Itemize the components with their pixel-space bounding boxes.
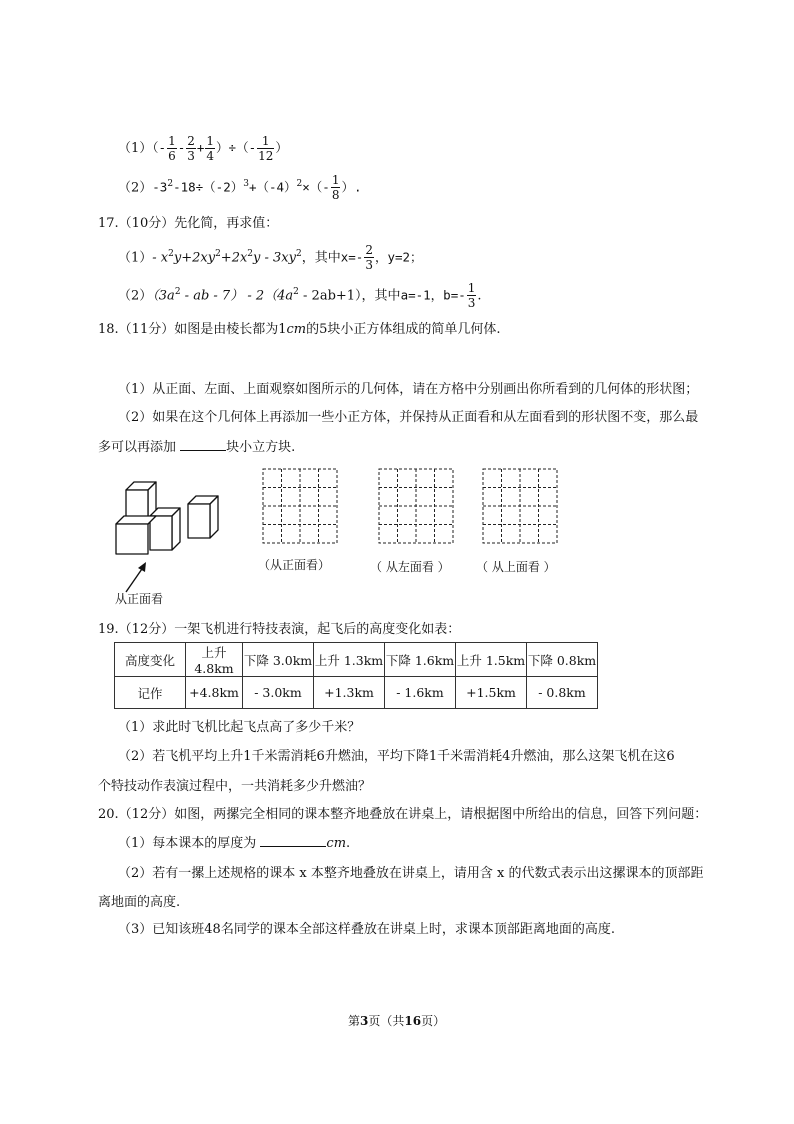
q16-p1-open: （-	[152, 140, 167, 155]
fraction-2-3-x: $\frac{2}{3}$	[365, 243, 373, 273]
q20-part1: （1）每本课本的厚度为 cm.	[118, 832, 350, 851]
table-cell: 高度变化	[115, 643, 186, 677]
table-cell: +4.8km	[186, 677, 243, 709]
arrow-icon	[122, 560, 152, 594]
table-cell: 记作	[115, 677, 186, 709]
q17-part2: $(2)(3a^2$ - ab - $7) - 2(4a^2 - 2ab+1)$，其中a=-1，b=- $\frac{1}{3}$ .	[118, 281, 482, 311]
fraction-1-6: $\frac{1}{6}$	[168, 134, 176, 163]
table-row	[115, 643, 598, 677]
table-row	[115, 677, 598, 709]
grid-caption-top: （ 从上面看 ）	[476, 560, 556, 574]
page-number: 3	[360, 1014, 369, 1028]
answer-blank[interactable]	[180, 437, 226, 451]
q18-heading: 18.（11分）如图是由棱长都为1cm的5块小正方体组成的简单几何体.	[98, 322, 501, 337]
q20-part2-line1: （2）若有一摞上述规格的课本 x 本整齐地叠放在讲桌上，请用含 x 的代数式表示出这摞课本的顶部距	[118, 866, 704, 881]
table-cell: 上升 1.3km	[314, 643, 385, 677]
table-cell: 下降 1.6km	[385, 643, 456, 677]
page-footer: 第3页（共16页）	[348, 1014, 446, 1028]
q16-part2: $(2)-3^2-18\div(-2)^3+(-4)^2\times(-$ $\frac{1}{8}$ ）.	[118, 173, 362, 203]
view-grid-left[interactable]	[378, 468, 454, 544]
q20-part2-line2: 离地面的高度.	[98, 895, 181, 910]
altitude-table	[114, 642, 598, 709]
table-cell: +1.5km	[456, 677, 527, 709]
q19-part1: （1）求此时飞机比起飞点高了多少千米？	[118, 720, 361, 735]
fraction-2-3: $\frac{2}{3}$	[187, 134, 195, 163]
q18-part2-line2: 多可以再添加 块小立方块.	[98, 436, 295, 455]
q18-part2-line1: （2）如果在这个几何体上再添加一些小正方体，并保持从正面看和从左面看到的形状图不变，那么最	[118, 410, 699, 425]
front-view-caption: 从正面看	[115, 592, 164, 606]
q17-heading: 17.（10分）先化简，再求值：	[98, 216, 279, 231]
q18-part1: （1）从正面、左面、上面观察如图所示的几何体，请在方格中分别画出你所看到的几何体的形状图；	[118, 382, 699, 397]
fraction-1-3-b: $\frac{1}{3}$	[467, 281, 476, 311]
view-grid-top[interactable]	[482, 468, 558, 544]
q20-part3: （3）已知该班48名同学的课本全部这样叠放在讲桌上时，求课本顶部距离地面的高度.	[118, 922, 615, 937]
q17-part1: （1）- $x^2y+2xy^2+2x^2y - 3xy^2$，其中x=- $\frac{2}{3}$ ，y=2；	[118, 243, 423, 273]
table-cell: - 1.6km	[385, 677, 456, 709]
q19-heading: 19.（12分）一架飞机进行特技表演，起飞后的高度变化如表：	[98, 622, 461, 637]
table-cell: - 0.8km	[527, 677, 598, 709]
table-cell: 上升 1.5km	[456, 643, 527, 677]
answer-blank[interactable]	[260, 833, 326, 847]
table-cell: 下降 0.8km	[527, 643, 598, 677]
q19-part2-line2: 个特技动作表演过程中，一共消耗多少升燃油？	[98, 779, 372, 794]
q20-heading: 20.（12分）如图，两摞完全相同的课本整齐地叠放在讲桌上，请根据图中所给出的信息，回答下列问题：	[98, 807, 708, 822]
view-grid-front[interactable]	[262, 468, 338, 544]
table-cell: 下降 3.0km	[243, 643, 314, 677]
grid-caption-front: （从正面看）	[258, 558, 331, 572]
fraction-1-8: $\frac{1}{8}$	[331, 173, 340, 203]
q19-part2-line1: （2）若飞机平均上升1千米需消耗6升燃油，平均下降1千米需消耗4升燃油，那么这架飞机在这6	[118, 749, 675, 764]
q16-p2-label: （2）	[118, 180, 153, 196]
table-cell: 上升 4.8km	[186, 643, 243, 677]
grid-caption-left: （ 从左面看 ）	[370, 560, 450, 574]
q16-part1: （1）（- $\frac{1}{6}$ - $\frac{2}{3}$ + $\frac{1}{4}$ ）÷（- $\frac{1}{12}$ ）	[118, 134, 288, 163]
page-total: 16	[404, 1014, 422, 1028]
fraction-1-12: $\frac{1}{12}$	[258, 134, 274, 163]
q16-p1-label: （1）	[118, 141, 153, 156]
table-cell: - 3.0km	[243, 677, 314, 709]
table-cell: +1.3km	[314, 677, 385, 709]
fraction-1-4: $\frac{1}{4}$	[206, 134, 215, 163]
